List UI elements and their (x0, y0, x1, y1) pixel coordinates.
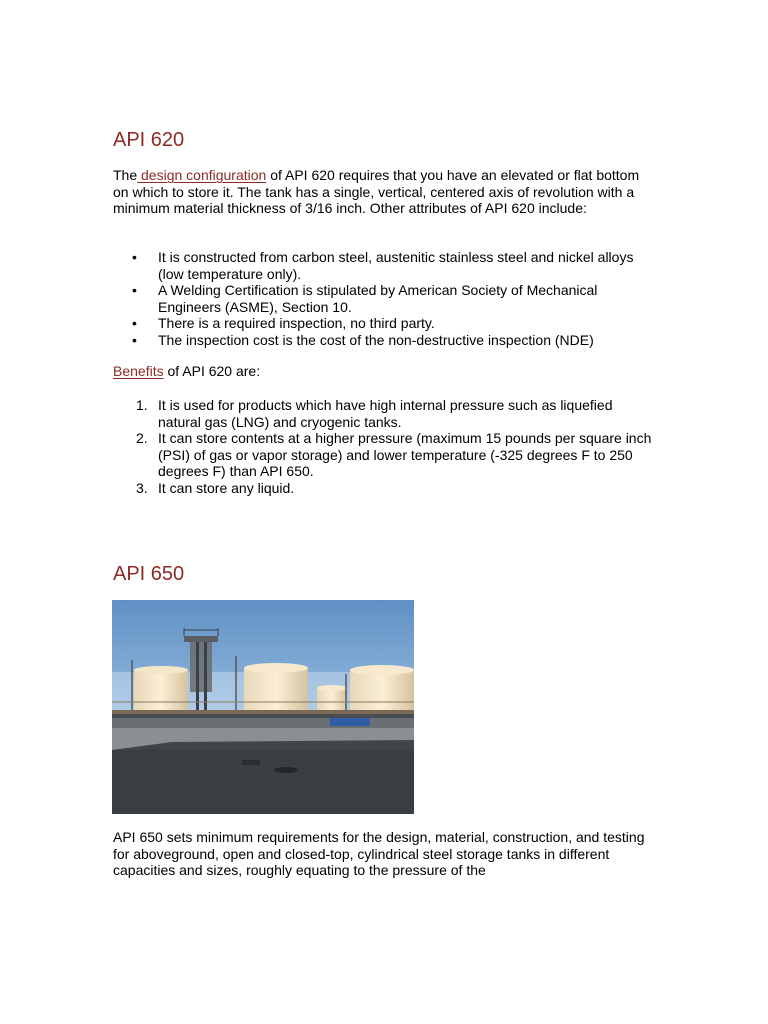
benefits-text: of API 620 are: (163, 363, 261, 379)
list-item-text: It can store any liquid. (158, 479, 295, 496)
api-650-paragraph: API 650 sets minimum requirements for the design, material, construction, and testing for aboveground, open and closed-top, cylindrical steel storage tanks in different capacities and sizes, roughly equating to the pressure of the (113, 829, 645, 878)
heading-api-620: API 620 (113, 129, 185, 151)
list-item (113, 282, 653, 315)
list-item (113, 249, 653, 282)
list-item-text: There is a required inspection, no third party. (158, 315, 435, 331)
benefits-link[interactable]: Benefits (113, 363, 164, 379)
intro-prefix: The (113, 167, 138, 183)
api-620-intro-paragraph (113, 167, 653, 217)
list-item-text: The inspection cost is the cost of the non-destructive inspection (NDE) (158, 331, 594, 348)
list-item (113, 480, 653, 497)
list-item (113, 332, 653, 349)
intro-text: of API 620 requires that you have an elevated or flat bottom on which to store it. The tank has a single, vertical, centered axis of revolution with a minimum material thickness of 3/16 inch. Other attributes of API 620 include: (113, 167, 640, 216)
bullet-marker: • (132, 249, 137, 265)
api-620-benefits-list (113, 397, 653, 496)
api-620-attributes-list (113, 249, 653, 348)
bullet-marker: • (132, 282, 137, 298)
list-item-text: It is used for products which have high internal pressure such as liquefied natural gas (LNG) and cryogenic tanks. (158, 397, 613, 430)
list-item-text: A Welding Certification is stipulated by American Society of Mechanical Engineers (ASME), Section 10. (158, 282, 598, 315)
storage-tanks-photo (112, 600, 414, 814)
bullet-marker: • (132, 331, 137, 348)
design-configuration-link[interactable]: design configuration (137, 167, 267, 183)
number-marker: 2. (136, 430, 148, 446)
bullet-marker: • (132, 315, 137, 331)
list-item (113, 315, 653, 332)
list-item (113, 430, 653, 480)
list-item (113, 397, 653, 430)
list-item-text: It is constructed from carbon steel, austenitic stainless steel and nickel alloys (low temperature only). (158, 249, 634, 282)
storage-tanks-illustration (112, 600, 414, 814)
number-marker: 1. (136, 397, 148, 413)
benefits-paragraph (113, 363, 653, 380)
heading-api-650: API 650 (113, 563, 185, 585)
list-item-text: It can store contents at a higher pressure (maximum 15 pounds per square inch (PSI) of gas or vapor storage) and lower temperature (-325 degrees F to 250 degrees F) than API 650. (158, 430, 652, 479)
number-marker: 3. (136, 479, 148, 496)
